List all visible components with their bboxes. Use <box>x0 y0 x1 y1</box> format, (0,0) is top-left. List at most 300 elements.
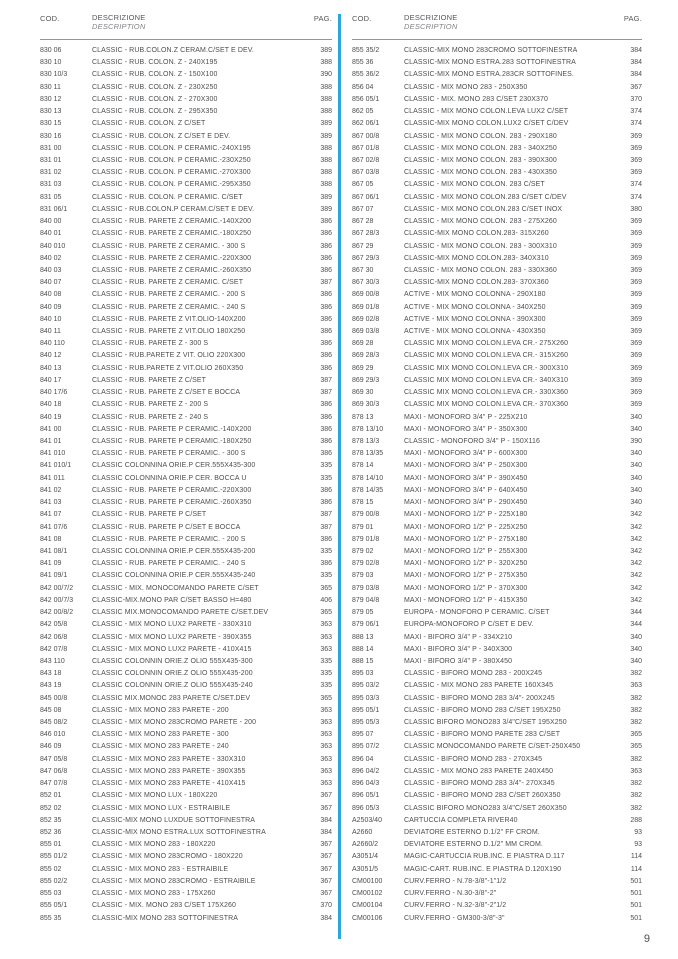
row-code: 855 36 <box>352 59 374 67</box>
table-row <box>352 424 642 436</box>
row-code: 831 06/1 <box>40 205 68 213</box>
column-header-pag: PAG. <box>313 14 332 23</box>
row-description: CLASSIC - RUB.COLON.Z CERAM.C/SET E DEV. <box>92 47 254 54</box>
table-row <box>352 69 642 81</box>
table-row <box>40 546 332 558</box>
row-description: CLASSIC - RUB. PARETE P CERAMIC.-180X250 <box>92 438 252 445</box>
row-description: CLASSIC COLONNINA ORIE.P CER.555X435-300 <box>92 462 256 470</box>
table-row <box>40 570 332 582</box>
row-code: 895 03/2 <box>352 682 380 690</box>
row-description: MAXI - MONOFORO 3/4" P - 290X450 <box>404 499 528 507</box>
row-description: EUROPA-MONOFORO P C/SET E DEV. <box>404 621 534 629</box>
row-page: 386 <box>320 242 332 250</box>
table-row <box>352 766 642 778</box>
row-code: 869 30 <box>352 389 374 397</box>
row-page: 386 <box>320 401 332 409</box>
row-page: 386 <box>320 560 332 568</box>
row-page: 369 <box>630 254 642 262</box>
row-description: CURV.FERRO - GM300-3/8"-3" <box>404 914 505 922</box>
row-description: CLASSIC - MIX MONO COLON.LEVA LUX2 C/SET <box>404 108 569 116</box>
row-code: 869 01/8 <box>352 303 380 311</box>
table-row <box>352 803 642 815</box>
table-row <box>40 741 332 753</box>
row-description: MAXI - MONOFORO 1/2" P - 275X350 <box>404 572 528 580</box>
table-row <box>40 265 332 277</box>
row-description: CLASSIC BIFORO MONO283 3/4"C/SET 260X350 <box>404 804 567 812</box>
row-code: 879 01 <box>352 523 374 531</box>
table-row <box>40 851 332 863</box>
row-code: 831 01 <box>40 156 62 164</box>
row-page: 386 <box>320 499 332 507</box>
row-description: CLASSIC - RUB. PARETE P CERAMIC.-260X350 <box>92 499 252 507</box>
row-page: 288 <box>630 816 642 824</box>
row-code: 855 01 <box>40 841 62 849</box>
column-header-description-label: DESCRIPTION <box>404 21 458 31</box>
table-row <box>352 375 642 387</box>
row-code: 867 03/8 <box>352 169 380 177</box>
row-description: CLASSIC - RUB.COLON.P CERAM.C/SET E DEV. <box>92 205 255 213</box>
row-description: CLASSIC - RUB. PARETE P C/SET E BOCCA <box>92 523 241 531</box>
row-page: 365 <box>320 694 332 702</box>
table-row <box>40 179 332 191</box>
row-code: 841 010 <box>40 450 66 458</box>
row-code: 856 05/1 <box>352 95 380 103</box>
table-row <box>40 192 332 204</box>
row-code: 840 00 <box>40 218 62 226</box>
table-row <box>40 216 332 228</box>
row-code: CM00106 <box>352 914 383 922</box>
row-description: CLASSIC - RUB. PARETE Z - 300 S <box>92 340 209 348</box>
row-code: 867 30 <box>352 266 374 274</box>
table-row <box>40 277 332 289</box>
table-row <box>352 131 642 143</box>
row-page: 369 <box>630 389 642 397</box>
row-code: 867 29/3 <box>352 254 380 262</box>
row-description: CLASSIC - MIX MONO COLON.283 C/SET C/DEV <box>404 193 567 201</box>
table-row <box>40 412 332 424</box>
row-description: CLASSIC - MIX MONO COLON.283 C/SET INOX <box>404 205 563 213</box>
row-description: CLASSIC - MIX. MONO 283 C/SET 175X260 <box>92 902 237 910</box>
table-row <box>40 888 332 900</box>
row-page: 387 <box>320 389 332 397</box>
row-description: MAXI - MONOFORO 3/4" P - 390X450 <box>404 474 528 482</box>
row-code: 879 03/8 <box>352 584 380 592</box>
row-code: 855 02 <box>40 865 62 873</box>
row-code: 830 10 <box>40 59 62 67</box>
row-code: 896 04/2 <box>352 767 380 775</box>
row-description: CLASSIC - MIX MONO COLON. 283 C/SET <box>404 181 545 189</box>
row-page: 382 <box>630 804 642 812</box>
table-row <box>40 558 332 570</box>
row-code: 879 02/8 <box>352 560 380 568</box>
row-page: 365 <box>630 743 642 751</box>
row-code: 840 18 <box>40 401 62 409</box>
row-page: 386 <box>320 315 332 323</box>
row-code: 855 35/2 <box>352 47 380 54</box>
row-code: 888 13 <box>352 633 374 641</box>
row-description: CLASSIC - MIX MONO 283CROMO PARETE - 200 <box>92 719 257 727</box>
row-code: 855 02/2 <box>40 877 68 885</box>
row-page: 363 <box>320 767 332 775</box>
row-code: 888 15 <box>352 657 374 665</box>
row-code: 840 10 <box>40 315 62 323</box>
row-page: 114 <box>630 853 642 861</box>
row-description: CLASSIC MIX MONO COLON.LEVA CR.- 300X310 <box>404 364 569 372</box>
row-code: 846 09 <box>40 743 62 751</box>
table-row <box>40 522 332 534</box>
row-page: 370 <box>320 902 332 910</box>
row-page: 369 <box>630 279 642 287</box>
row-description: CLASSIC - RUB. PARETE P CERAMIC.-220X300 <box>92 486 252 494</box>
row-page: 342 <box>630 547 642 555</box>
table-row <box>352 619 642 631</box>
table-row <box>352 693 642 705</box>
table-row <box>40 876 332 888</box>
row-code: 841 07/6 <box>40 523 68 531</box>
row-page: 340 <box>630 657 642 665</box>
row-page: 340 <box>630 633 642 641</box>
table-row <box>352 632 642 644</box>
row-description: ACTIVE - MIX MONO COLONNA - 390X300 <box>404 315 546 323</box>
row-code: CM00102 <box>352 890 383 898</box>
row-code: 845 00/8 <box>40 694 68 702</box>
row-description: CURV.FERRO - N.32-3/8"-2"1/2 <box>404 902 507 910</box>
row-code: 896 04 <box>352 755 374 763</box>
table-row <box>40 693 332 705</box>
row-code: 879 04/8 <box>352 596 380 604</box>
row-page: 388 <box>320 108 332 116</box>
row-page: 335 <box>320 474 332 482</box>
row-description: CLASSIC - BIFORO MONO PARETE 283 C/SET <box>404 731 561 739</box>
row-page: 386 <box>320 328 332 336</box>
table-row <box>352 839 642 851</box>
table-row <box>40 754 332 766</box>
row-description: CLASSIC - RUB. PARETE Z VIT.OLIO-140X200 <box>92 315 246 323</box>
row-description: CLASSIC - RUB. COLON. P CERAMIC.-230X250 <box>92 156 251 164</box>
row-page: 374 <box>630 108 642 116</box>
table-row <box>40 253 332 265</box>
row-page: 406 <box>320 596 332 604</box>
row-page: 501 <box>630 890 642 898</box>
table-row <box>352 387 642 399</box>
row-page: 388 <box>320 95 332 103</box>
row-page: 369 <box>630 169 642 177</box>
row-page: 363 <box>320 645 332 653</box>
row-description: CLASSIC - MIX MONO 283 PARETE - 200 <box>92 706 229 714</box>
row-description: CLASSIC-MIX MONO 283 SOTTOFINESTRA <box>92 914 239 922</box>
row-description: CURV.FERRO - N.78-3/8"-1"1/2 <box>404 877 507 885</box>
row-page: 369 <box>630 401 642 409</box>
column-header-descrizione-label: DESCRIZIONE <box>404 13 458 22</box>
row-code: A2660/2 <box>352 841 379 849</box>
row-page: 335 <box>320 547 332 555</box>
row-description: CLASSIC - MIX MONO LUX2 PARETE - 410X415 <box>92 645 252 653</box>
header-rule <box>352 39 642 40</box>
table-row <box>40 82 332 94</box>
row-page: 501 <box>630 902 642 910</box>
table-row <box>352 900 642 912</box>
row-code: 855 05/1 <box>40 902 68 910</box>
row-page: 340 <box>630 474 642 482</box>
row-description: CLASSIC - RUB. PARETE P CERAMIC.-140X200 <box>92 425 252 433</box>
row-code: 878 14/35 <box>352 486 384 494</box>
row-description: CLASSIC-MIX MONO ESTRA.LUX SOTTOFINESTRA <box>92 829 266 836</box>
page-content <box>40 14 650 929</box>
row-code: 847 05/8 <box>40 755 68 763</box>
row-description: CLASSIC - RUB. PARETE P CERAMIC. - 240 S <box>92 560 246 568</box>
row-description: MAXI - MONOFORO 1/2" P - 370X300 <box>404 584 528 592</box>
row-description: CLASSIC MIX MONO COLON.LEVA CR.- 340X310 <box>404 376 569 384</box>
row-page: 370 <box>630 95 642 103</box>
row-code: 869 29/3 <box>352 376 380 384</box>
row-code: 842 00/7/2 <box>40 584 74 592</box>
column-header-cod: COD. <box>40 14 60 23</box>
row-description: CLASSIC MIX MONO COLON.LEVA CR.- 275X260 <box>404 340 569 348</box>
row-description: CLASSIC-MIX MONO COLON.283- 340X310 <box>404 254 549 262</box>
table-row <box>352 94 642 106</box>
row-code: 869 03/8 <box>352 328 380 336</box>
row-description: CLASSIC - MIX MONO 283 - 180X220 <box>92 841 216 849</box>
row-code: 855 01/2 <box>40 853 68 861</box>
table-row <box>40 338 332 350</box>
table-row <box>352 302 642 314</box>
table-row <box>40 583 332 595</box>
row-page: 389 <box>320 47 332 54</box>
table-row <box>40 228 332 240</box>
row-description: CLASSIC - BIFORO MONO 283 - 270X345 <box>404 755 543 763</box>
table-row <box>352 668 642 680</box>
row-description: CLASSIC COLONNIN ORIE.Z OLIO 555X435-300 <box>92 657 253 665</box>
row-description: CLASSIC - RUB.PARETE Z VIT.OLIO 260X350 <box>92 364 244 372</box>
table-row <box>352 827 642 839</box>
table-row <box>352 350 642 362</box>
row-code: 840 13 <box>40 364 62 372</box>
table-row <box>40 839 332 851</box>
row-code: 867 29 <box>352 242 374 250</box>
row-page: 386 <box>320 218 332 226</box>
row-code: 840 07 <box>40 279 62 287</box>
row-code: 862 06/1 <box>352 120 380 128</box>
row-page: 369 <box>630 144 642 152</box>
row-page: 363 <box>320 743 332 751</box>
table-row <box>40 131 332 143</box>
row-page: 369 <box>630 156 642 164</box>
row-page: 386 <box>320 303 332 311</box>
table-row <box>352 45 642 57</box>
row-code: 867 30/3 <box>352 279 380 287</box>
row-page: 369 <box>630 218 642 226</box>
row-page: 369 <box>630 230 642 238</box>
table-row <box>40 436 332 448</box>
table-row <box>352 864 642 876</box>
table-row <box>352 412 642 424</box>
row-page: 340 <box>630 425 642 433</box>
left-column <box>40 14 332 929</box>
row-description: CLASSIC - RUB. PARETE Z - 240 S <box>92 413 209 421</box>
row-description: CLASSIC-MIX MONO 283CROMO SOTTOFINESTRA <box>404 47 578 54</box>
row-page: 340 <box>630 413 642 421</box>
row-code: 896 05/1 <box>352 792 380 800</box>
row-description: CLASSIC - MIX MONO COLON. 283 - 275X260 <box>404 218 557 226</box>
row-page: 384 <box>320 829 332 836</box>
table-row <box>352 228 642 240</box>
row-page: 367 <box>320 804 332 812</box>
row-page: 342 <box>630 560 642 568</box>
row-page: 367 <box>320 890 332 898</box>
table-row <box>352 595 642 607</box>
row-code: 869 00/8 <box>352 291 380 299</box>
table-row <box>352 241 642 253</box>
row-code: 840 17 <box>40 376 62 384</box>
row-page: 382 <box>630 755 642 763</box>
row-code: 830 10/3 <box>40 71 68 79</box>
row-page: 342 <box>630 523 642 531</box>
row-page: 390 <box>630 438 642 445</box>
table-row <box>40 864 332 876</box>
table-row <box>40 155 332 167</box>
row-page: 367 <box>320 865 332 873</box>
row-code: 847 07/8 <box>40 780 68 788</box>
row-page: 335 <box>320 657 332 665</box>
table-row <box>352 705 642 717</box>
row-code: 845 08 <box>40 706 62 714</box>
table-row <box>352 522 642 534</box>
row-description: CLASSIC - RUB.PARETE Z VIT. OLIO 220X300 <box>92 352 246 360</box>
table-row <box>40 204 332 216</box>
table-row <box>352 729 642 741</box>
row-code: 855 36/2 <box>352 71 380 79</box>
table-row <box>352 815 642 827</box>
row-page: 367 <box>320 877 332 885</box>
row-page: 384 <box>630 71 642 79</box>
row-code: 831 02 <box>40 169 62 177</box>
row-page: 387 <box>320 376 332 384</box>
table-row <box>40 460 332 472</box>
row-description: CLASSIC-MIX MONO ESTRA.283 SOTTOFINESTRA <box>404 59 576 67</box>
row-description: CLASSIC - MIX MONO 283 - 250X350 <box>404 83 528 91</box>
row-code: 831 00 <box>40 144 62 152</box>
row-description: CLASSIC - RUB. COLON. Z - 230X250 <box>92 83 218 91</box>
table-row <box>352 436 642 448</box>
right-column <box>352 14 642 929</box>
row-description: CLASSIC - RUB. PARETE Z VIT.OLIO 180X250 <box>92 328 246 336</box>
row-code: 852 01 <box>40 792 62 800</box>
row-code: 843 18 <box>40 670 62 678</box>
row-description: EUROPA - MONOFORO P CERAMIC. C/SET <box>404 609 550 617</box>
row-code: 841 01 <box>40 438 62 445</box>
table-row <box>40 241 332 253</box>
row-code: 842 05/8 <box>40 621 68 629</box>
row-code: 879 00/8 <box>352 511 380 519</box>
row-page: 386 <box>320 450 332 458</box>
row-page: 386 <box>320 535 332 543</box>
row-description: CLASSIC - RUB. COLON. Z - 295X350 <box>92 108 218 116</box>
row-code: 895 03/3 <box>352 694 380 702</box>
row-code: 841 08 <box>40 535 62 543</box>
row-page: 363 <box>630 767 642 775</box>
row-page: 384 <box>630 59 642 67</box>
table-row <box>352 607 642 619</box>
right-column-header <box>352 14 642 39</box>
table-row <box>40 827 332 839</box>
table-row <box>352 558 642 570</box>
row-page: 389 <box>320 205 332 213</box>
table-row <box>40 106 332 118</box>
row-code: 842 07/8 <box>40 645 68 653</box>
row-page: 386 <box>320 364 332 372</box>
row-code: 867 01/8 <box>352 144 380 152</box>
row-page: 367 <box>320 853 332 861</box>
row-description: CLASSIC-MIX MONO COLON.283- 370X360 <box>404 279 549 287</box>
row-code: 841 011 <box>40 474 65 482</box>
row-page: 369 <box>630 291 642 299</box>
row-description: MAXI - BIFORO 3/4" P - 340X300 <box>404 645 513 653</box>
row-description: CLASSIC - MIX MONO 283 - ESTRAIBILE <box>92 865 229 873</box>
row-page: 365 <box>320 584 332 592</box>
table-row <box>352 314 642 326</box>
row-page: 369 <box>630 315 642 323</box>
table-row <box>40 790 332 802</box>
row-code: 895 03 <box>352 670 374 678</box>
row-page: 344 <box>630 621 642 629</box>
row-description: CLASSIC - RUB. PARETE Z C/SET <box>92 376 207 384</box>
row-description: MAXI - MONOFORO 1/2" P - 320X250 <box>404 560 528 568</box>
row-description: CLASSIC - RUB. PARETE Z C/SET E BOCCA <box>92 389 241 397</box>
table-row <box>40 57 332 69</box>
row-page: 382 <box>630 670 642 678</box>
row-page: 380 <box>630 205 642 213</box>
row-description: CLASSIC MIX.MONOC 283 PARETE C/SET.DEV <box>92 694 251 702</box>
row-page: 389 <box>320 120 332 128</box>
row-description: CLASSIC - RUB. PARETE Z CERAMIC.-140X200 <box>92 218 252 226</box>
row-code: 879 01/8 <box>352 535 380 543</box>
row-code: 830 13 <box>40 108 62 116</box>
table-row <box>352 680 642 692</box>
page-number: 9 <box>643 933 650 945</box>
row-page: 384 <box>630 47 642 54</box>
row-description: CLASSIC - MIX. MONOCOMANDO PARETE C/SET <box>92 584 259 592</box>
table-row <box>352 363 642 375</box>
row-page: 369 <box>630 303 642 311</box>
row-page: 386 <box>320 413 332 421</box>
row-code: 878 13 <box>352 413 374 421</box>
table-row <box>40 766 332 778</box>
row-description: CLASSIC - MIX MONO 283 PARETE - 300 <box>92 731 229 739</box>
row-description: CLASSIC - RUB. PARETE Z CERAMIC.-220X300 <box>92 254 252 262</box>
table-row <box>352 913 642 925</box>
row-page: 374 <box>630 181 642 189</box>
table-row <box>352 179 642 191</box>
row-page: 340 <box>630 499 642 507</box>
row-description: MAXI - MONOFORO 3/4" P - 250X300 <box>404 462 528 470</box>
row-page: 374 <box>630 193 642 201</box>
row-code: 841 00 <box>40 425 62 433</box>
table-row <box>40 473 332 485</box>
row-page: 386 <box>320 425 332 433</box>
row-code: 840 12 <box>40 352 62 360</box>
row-description: CLASSIC - RUB. COLON. Z C/SET <box>92 120 206 128</box>
row-page: 335 <box>320 572 332 580</box>
table-row <box>40 644 332 656</box>
row-code: 830 12 <box>40 95 62 103</box>
table-row <box>352 448 642 460</box>
table-row <box>40 45 332 57</box>
table-row <box>40 815 332 827</box>
row-description: CLASSIC - RUB. COLON. P CERAMIC.-270X300 <box>92 169 251 177</box>
row-page: 387 <box>320 511 332 519</box>
table-row <box>352 118 642 130</box>
row-page: 365 <box>320 609 332 617</box>
